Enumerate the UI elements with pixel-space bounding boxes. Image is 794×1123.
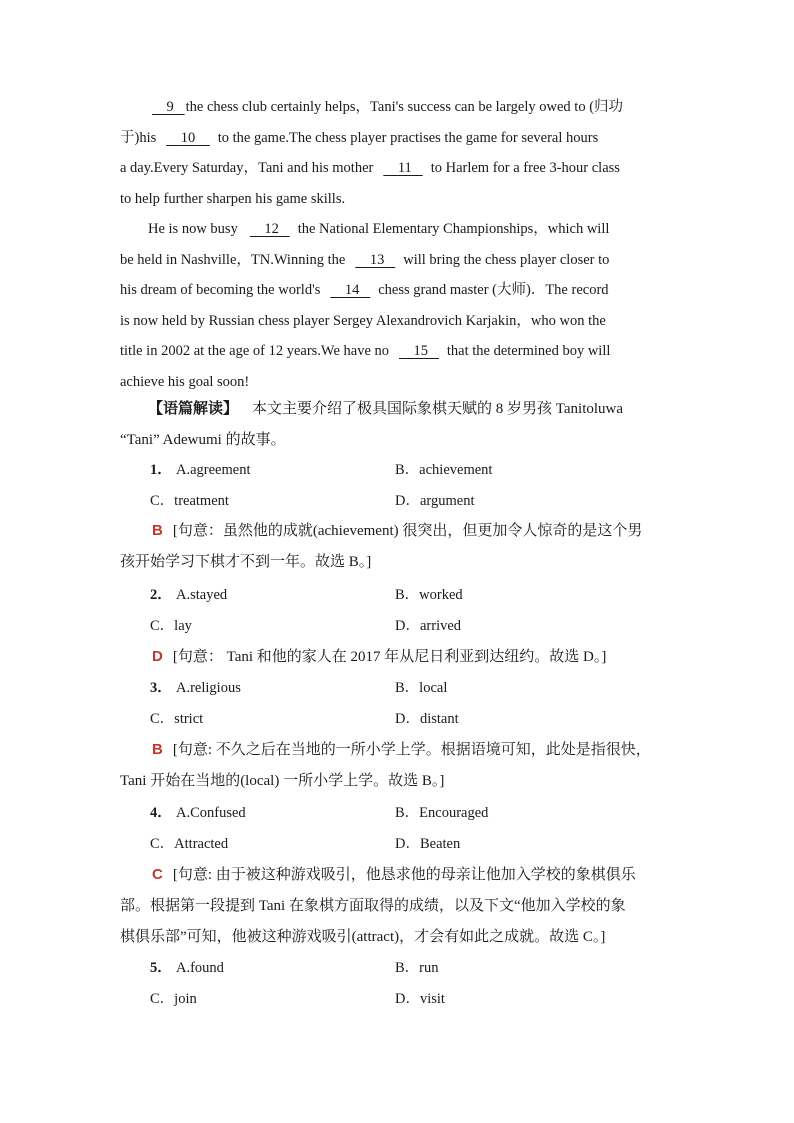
summary-line: “Tani” Adewumi 的故事。 xyxy=(120,432,286,448)
question-4 xyxy=(120,802,680,824)
question-number: 5． xyxy=(150,960,172,976)
answer-line xyxy=(120,515,673,547)
passage-text: the National Elementary Championships，which will xyxy=(297,221,610,237)
answer-3 xyxy=(120,734,673,797)
answer-key: C xyxy=(152,866,163,883)
answer-1 xyxy=(120,515,673,578)
passage-line xyxy=(120,153,673,184)
answer-4 xyxy=(120,859,673,953)
passage-text: chess grand master (大师)．The record xyxy=(378,282,609,298)
passage xyxy=(120,92,673,397)
passage-line xyxy=(120,184,673,215)
passage-text: 于)his xyxy=(120,129,157,146)
explanation-text: Tani 开始在当地的(local) 一所小学上学。故选 B。] xyxy=(120,773,445,789)
passage-text: his dream of becoming the world's xyxy=(120,282,321,298)
passage-text: a day.Every Saturday，Tani and his mother xyxy=(120,160,374,176)
option-b: B．achievement xyxy=(395,462,493,478)
answer-line xyxy=(120,641,673,673)
option-c: C．Attracted xyxy=(150,836,229,852)
passage-text: will bring the chess player closer to xyxy=(403,251,610,268)
explanation-text: 部。根据第一段提到 Tani 在象棋方面取得的成绩，以及下文“他加入学校的象 xyxy=(120,898,626,914)
question-3 xyxy=(120,677,680,699)
question-number: 1． xyxy=(150,462,172,478)
option-c: C．join xyxy=(150,991,197,1007)
answer-key: B xyxy=(152,741,163,758)
answer-2 xyxy=(120,641,673,673)
option-d: D．distant xyxy=(395,711,459,727)
option-c: C．lay xyxy=(150,618,192,634)
passage-line xyxy=(120,306,673,337)
explanation-text: [句意： Tani 和他的家人在 2017 年从尼日利亚到达纽约。故选 D。] xyxy=(172,649,607,665)
answer-key: D xyxy=(152,648,163,665)
summary xyxy=(120,394,673,456)
option-d: D．visit xyxy=(395,991,445,1007)
passage-text: be held in Nashville，TN.Winning the xyxy=(120,251,346,268)
answer-key: B xyxy=(152,522,163,539)
passage-text: the chess club certainly helps，Tani's success can be largely owed to (归功 xyxy=(185,99,624,115)
explanation-text: 孩开始学习下棋才不到一年。故选 B。] xyxy=(120,554,372,570)
option-d: D．Beaten xyxy=(395,836,461,852)
blank-11: 11 xyxy=(397,160,412,176)
passage-text: to help further sharpen his game skills. xyxy=(120,190,346,207)
passage-text: He is now busy xyxy=(148,221,238,237)
answer-line xyxy=(120,859,673,891)
option-b: B．worked xyxy=(395,587,463,603)
option-a: A.agreement xyxy=(176,462,251,478)
blank-9: 9 xyxy=(166,99,174,115)
blank-14: 14 xyxy=(344,282,360,298)
blank-15: 15 xyxy=(413,343,429,359)
option-a: A.stayed xyxy=(176,587,228,603)
option-c: C．treatment xyxy=(150,493,229,509)
passage-text: achieve his goal soon! xyxy=(120,373,250,390)
option-a: A.religious xyxy=(176,680,241,696)
passage-line xyxy=(120,367,673,398)
explanation-text: [句意: 不久之后在当地的一所小学上学。根据语境可知，此处是指很快， xyxy=(172,742,651,758)
summary-line xyxy=(120,394,673,425)
option-a: A.found xyxy=(176,960,224,976)
blank-12: 12 xyxy=(264,221,279,237)
question-number: 3． xyxy=(150,680,172,696)
passage-line xyxy=(120,92,673,123)
passage-text: to Harlem for a free 3-hour class xyxy=(430,160,620,176)
summary-text: 本文主要介绍了极具国际象棋天赋的 8 岁男孩 Tanitoluwa xyxy=(252,401,624,417)
option-d: D．arrived xyxy=(395,618,462,634)
passage-text: to the game.The chess player practises the game for several hours xyxy=(217,129,599,146)
blank-13: 13 xyxy=(369,251,385,268)
option-b: B．local xyxy=(395,680,448,696)
option-a: A.Confused xyxy=(176,805,246,821)
explanation-text: [句意: 由于被这种游戏吸引，他恳求他的母亲让他加入学校的象棋俱乐 xyxy=(172,867,636,883)
question-number: 4． xyxy=(150,805,172,821)
option-c: C．strict xyxy=(150,711,204,727)
explanation-text: 棋俱乐部”可知，他被这种游戏吸引(attract)，才会有如此之成就。故选 C。] xyxy=(120,929,606,945)
passage-line xyxy=(120,275,673,306)
passage-line xyxy=(120,336,673,367)
passage-line xyxy=(120,245,673,276)
answer-line xyxy=(120,734,673,766)
passage-text: title in 2002 at the age of 12 years.We have no xyxy=(120,343,390,359)
option-b: B．Encouraged xyxy=(395,805,489,821)
option-b: B．run xyxy=(395,960,439,976)
passage-text: is now held by Russian chess player Sergey Alexandrovich Karjakin，who won the xyxy=(120,312,606,329)
explanation-text: [句意：虽然他的成就(achievement) 很突出，但更加令人惊奇的是这个男 xyxy=(172,523,643,539)
passage-line xyxy=(120,123,673,154)
question-1 xyxy=(120,459,680,481)
passage-line xyxy=(120,214,673,245)
question-2 xyxy=(120,584,680,606)
blank-10: 10 xyxy=(180,129,196,146)
question-number: 2． xyxy=(150,587,172,603)
option-d: D．argument xyxy=(395,493,475,509)
summary-tag: 【语篇解读】 xyxy=(148,401,239,417)
question-5 xyxy=(120,957,680,979)
passage-text: that the determined boy will xyxy=(446,343,611,359)
